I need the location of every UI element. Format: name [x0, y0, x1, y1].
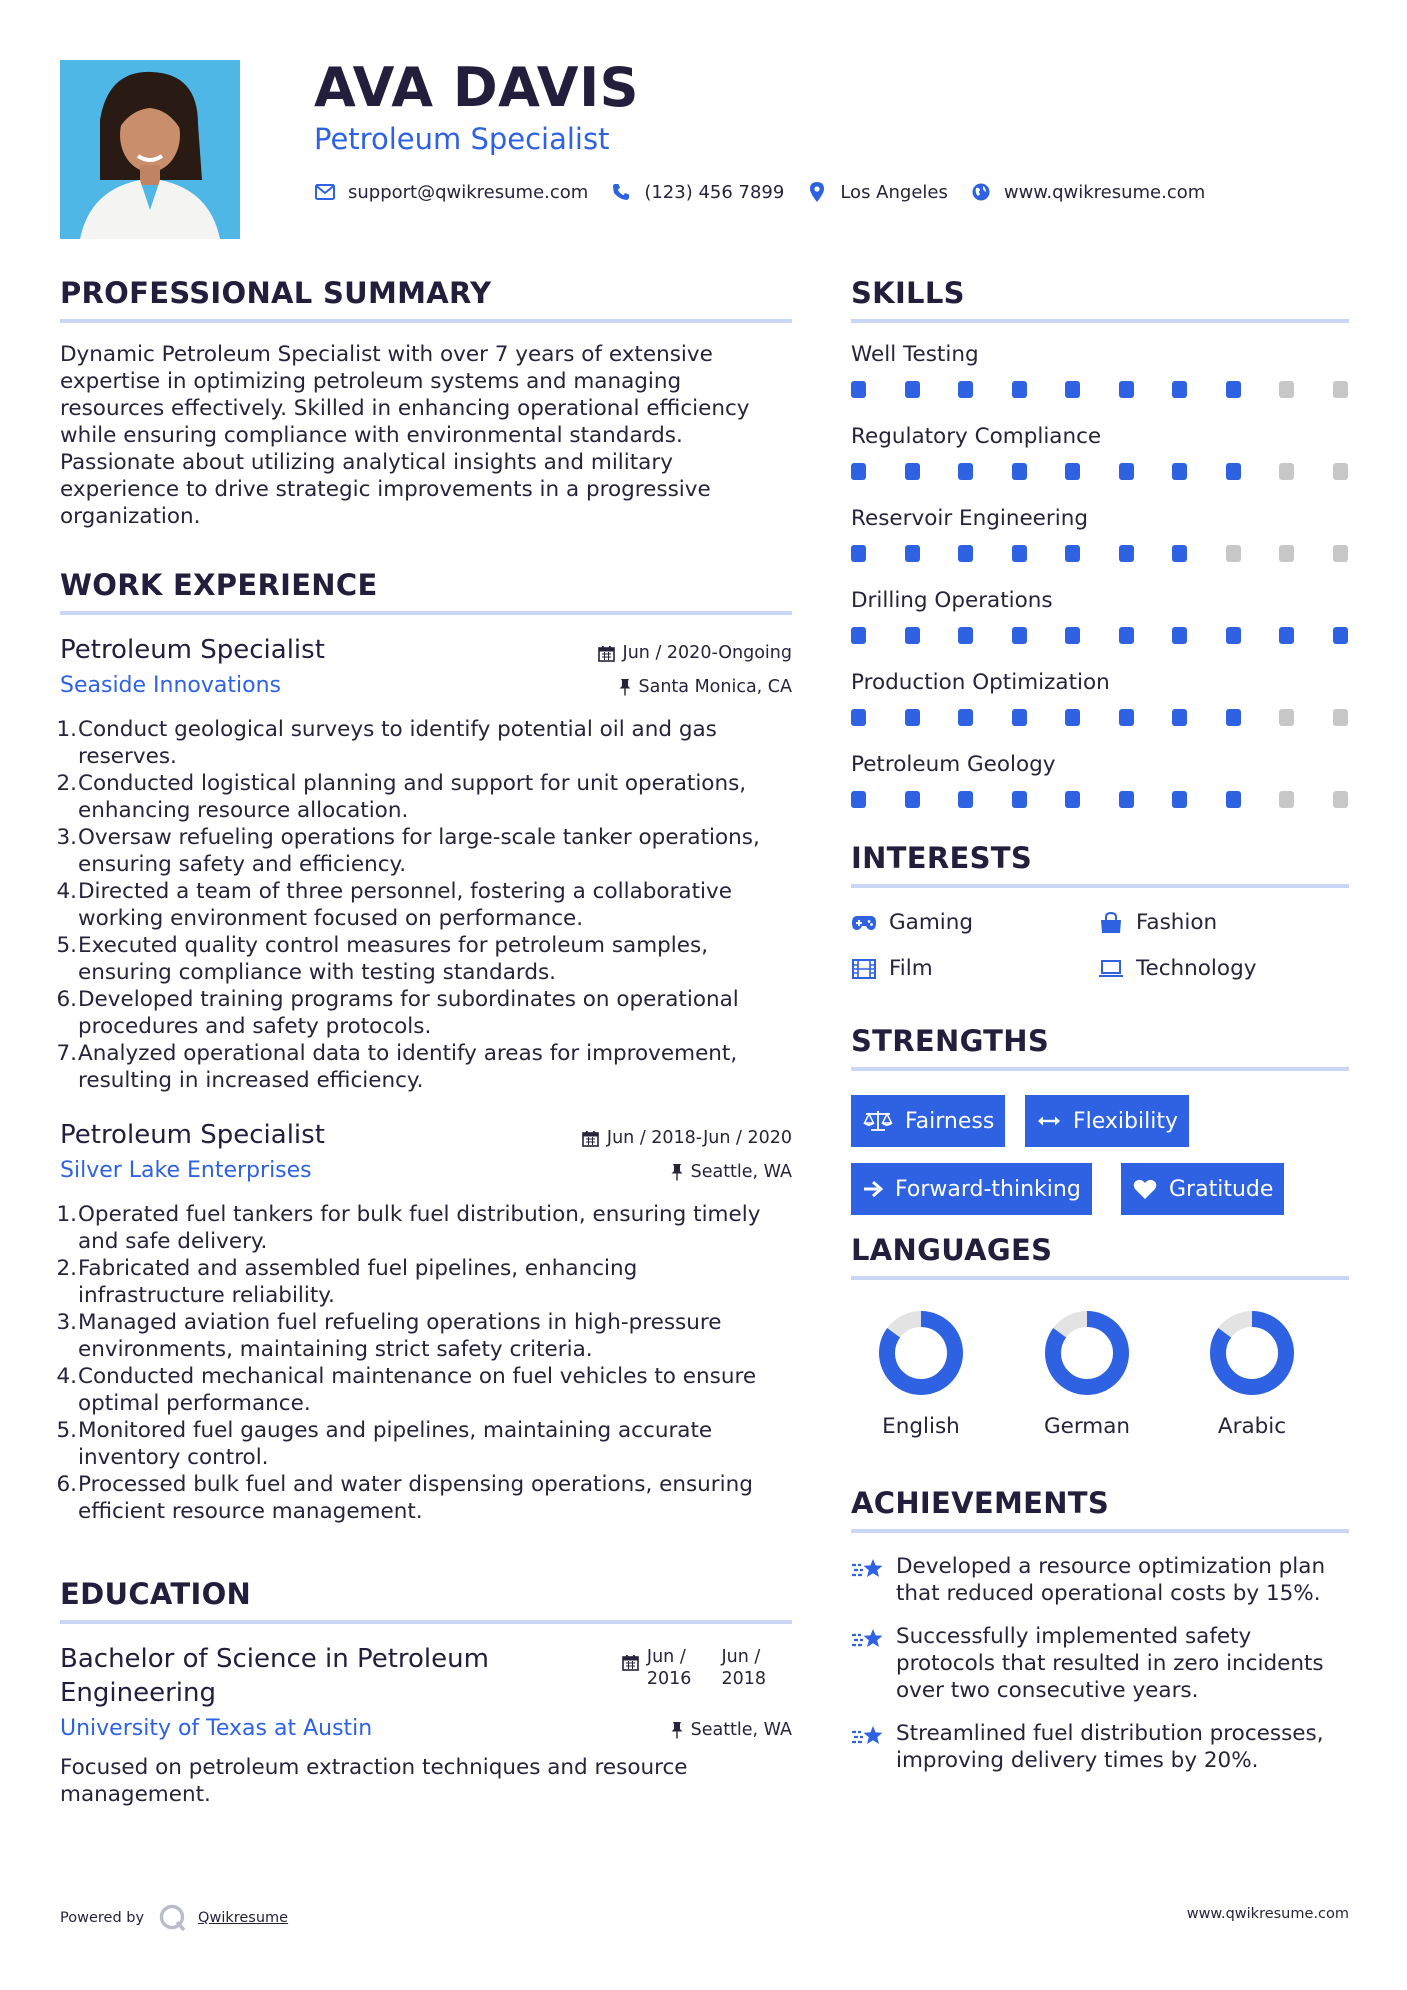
skill-level-dots: [851, 545, 1349, 563]
skill-dot-filled: [958, 627, 973, 644]
language-item: [1182, 1310, 1322, 1439]
summary-text: [60, 341, 792, 530]
skill-dot-empty: [1279, 381, 1294, 398]
job-location: [671, 1162, 792, 1182]
education-end: Jun / 2018: [721, 1647, 766, 1689]
strengths-tags: [851, 1095, 1349, 1217]
phone-text: (123) 456 7899: [644, 181, 785, 203]
job-entry: [56, 1120, 792, 1525]
skill-dot-empty: [1333, 545, 1348, 562]
skill-dot-filled: [905, 381, 920, 398]
skill-dot-filled: [958, 791, 973, 808]
education-description: Focused on petroleum extraction techniques and resource management.: [60, 1755, 688, 1807]
summary-line: experience to drive strategic improvements in a progressive: [60, 477, 711, 502]
list-item: 6. Processed bulk fuel and water dispensing operations, ensuring efficient resource management.: [56, 1472, 753, 1524]
strength-tag: Fairness: [851, 1095, 1005, 1147]
skill-dot-empty: [1279, 545, 1294, 562]
candidate-role: Petroleum Specialist: [314, 122, 610, 156]
section-title-achievements: ACHIEVEMENTS: [851, 1486, 1110, 1520]
interests-section: [851, 841, 1349, 1002]
job-title: Petroleum Specialist: [60, 1120, 325, 1150]
skills-list: [851, 341, 1349, 809]
achievements-section: [851, 1486, 1349, 1774]
education-start: Jun / 2016: [646, 1647, 692, 1689]
section-divider: [851, 319, 1349, 323]
pushpin-icon: [671, 1163, 683, 1181]
section-divider: [60, 319, 792, 323]
contact-email[interactable]: [314, 181, 588, 203]
section-title-interests: INTERESTS: [851, 841, 1033, 875]
envelope-icon: [314, 181, 336, 203]
company-name: Silver Lake Enterprises: [60, 1158, 312, 1183]
section-divider: [851, 1529, 1349, 1533]
strength-tag: Gratitude: [1121, 1163, 1284, 1215]
skill-dot-filled: [1119, 791, 1134, 808]
skill-dot-filled: [1226, 791, 1241, 808]
skill-item: [851, 505, 1349, 563]
job-title: Petroleum Specialist: [60, 635, 325, 665]
job-location-text: Santa Monica, CA: [638, 677, 792, 697]
phone-icon: [610, 181, 632, 203]
languages-section: [851, 1233, 1349, 1460]
summary-line: resources effectively. Skilled in enhancing operational efficiency: [60, 396, 750, 421]
job-date: [598, 643, 792, 663]
arrow-right-icon: [863, 1180, 883, 1198]
job-date-text: Jun / 2018-Jun / 2020: [606, 1128, 792, 1148]
skill-dot-filled: [1226, 709, 1241, 726]
job-entry: [56, 635, 792, 1094]
skill-dot-filled: [851, 545, 866, 562]
section-divider: [851, 884, 1349, 888]
duty-list: [56, 716, 792, 1094]
film-icon: [851, 958, 877, 980]
interest-item: Film: [851, 956, 933, 981]
company-name: Seaside Innovations: [60, 673, 281, 698]
school-location: Seattle, WA: [671, 1720, 792, 1740]
skill-level-dots: [851, 463, 1349, 481]
list-item: 7. Analyzed operational data to identify areas for improvement, resulting in increased efficiency.: [56, 1041, 738, 1093]
calendar-icon: [598, 645, 615, 662]
skill-level-dots: [851, 627, 1349, 645]
skill-dot-empty: [1279, 791, 1294, 808]
calendar-icon: [622, 1654, 639, 1677]
summary-line: organization.: [60, 504, 201, 529]
school-name: University of Texas at Austin: [60, 1716, 373, 1741]
footer-brand-link[interactable]: Qwikresume: [198, 1910, 289, 1926]
right-column: [851, 276, 1349, 1790]
skill-item: [851, 587, 1349, 645]
summary-line: while ensuring compliance with environmental standards.: [60, 423, 683, 448]
skill-item: [851, 423, 1349, 481]
skill-dot-filled: [1172, 627, 1187, 644]
globe-icon: [970, 181, 992, 203]
candidate-name: AVA DAVIS: [314, 56, 640, 119]
strength-tag: Forward-thinking: [851, 1163, 1092, 1215]
skill-name: Reservoir Engineering: [851, 506, 1088, 531]
job-location-text: Seattle, WA: [690, 1162, 792, 1182]
skill-dot-filled: [905, 709, 920, 726]
skill-dot-empty: [1333, 791, 1348, 808]
skill-dot-filled: [1172, 463, 1187, 480]
skill-name: Petroleum Geology: [851, 752, 1056, 777]
language-name: German: [1043, 1414, 1131, 1439]
job-location: [619, 677, 793, 697]
list-item: 6. Developed training programs for subordinates on operational procedures and safety protocols.: [56, 987, 739, 1039]
skill-dot-filled: [851, 463, 866, 480]
gamepad-icon: [851, 912, 877, 934]
degree-title: Bachelor of Science in Petroleum Engineering: [60, 1644, 489, 1708]
skill-level-dots: [851, 709, 1349, 727]
skill-dot-filled: [958, 709, 973, 726]
interest-item: Fashion: [1098, 910, 1217, 935]
list-item: 1. Operated fuel tankers for bulk fuel distribution, ensuring timely and safe delivery.: [56, 1202, 761, 1254]
skill-dot-filled: [1226, 381, 1241, 398]
language-level-donut: [1044, 1310, 1130, 1396]
section-title-summary: PROFESSIONAL SUMMARY: [60, 276, 492, 310]
skill-dot-filled: [1119, 545, 1134, 562]
summary-line: Dynamic Petroleum Specialist with over 7 years of extensive: [60, 342, 713, 367]
skill-name: Production Optimization: [851, 670, 1110, 695]
language-item: [851, 1310, 991, 1439]
interest-item: Gaming: [851, 910, 973, 935]
skill-dot-filled: [1333, 627, 1348, 644]
skills-section: [851, 276, 1349, 809]
skill-dot-filled: [1012, 627, 1027, 644]
strength-tag: Flexibility: [1025, 1095, 1189, 1147]
skill-dot-filled: [1012, 463, 1027, 480]
skill-dot-filled: [1065, 463, 1080, 480]
skill-item: [851, 341, 1349, 399]
summary-section: [60, 276, 792, 530]
skill-dot-filled: [1172, 545, 1187, 562]
skill-dot-filled: [1065, 545, 1080, 562]
list-item: 3. Managed aviation fuel refueling operations in high-pressure environments, maintaining strict safety criteria.: [56, 1310, 722, 1362]
skill-dot-filled: [1012, 791, 1027, 808]
pushpin-icon: [671, 1721, 683, 1739]
heart-icon: [1133, 1179, 1157, 1200]
education-section: [60, 1577, 792, 1808]
skill-dot-filled: [1012, 709, 1027, 726]
laptop-icon: [1098, 958, 1124, 980]
list-item: 5. Monitored fuel gauges and pipelines, maintaining accurate inventory control.: [56, 1418, 713, 1470]
skill-dot-empty: [1279, 709, 1294, 726]
skill-dot-empty: [1279, 463, 1294, 480]
language-item: [1017, 1310, 1157, 1439]
skill-name: Drilling Operations: [851, 588, 1053, 613]
skill-dot-filled: [851, 627, 866, 644]
duty-list: [56, 1201, 792, 1525]
interests-list: [851, 910, 1349, 1002]
skill-dot-filled: [1065, 627, 1080, 644]
shooting-star-icon: [851, 1627, 885, 1660]
section-divider: [851, 1067, 1349, 1071]
section-title-skills: SKILLS: [851, 276, 965, 310]
skill-dot-filled: [1065, 791, 1080, 808]
education-dates: [622, 1646, 792, 1690]
contact-bar: [314, 179, 1227, 205]
section-divider: [60, 1620, 792, 1624]
language-name: English: [882, 1414, 960, 1439]
skill-level-dots: [851, 791, 1349, 809]
skill-dot-filled: [851, 791, 866, 808]
website-text: www.qwikresume.com: [1003, 181, 1206, 203]
list-item: 5. Executed quality control measures for petroleum samples, ensuring compliance with testing standards.: [56, 933, 709, 985]
skill-name: Well Testing: [851, 342, 979, 367]
skill-dot-filled: [1226, 463, 1241, 480]
list-item: 4. Directed a team of three personnel, fostering a collaborative working environment focused on performance.: [56, 879, 732, 931]
skill-dot-filled: [1279, 627, 1294, 644]
section-title-strengths: STRENGTHS: [851, 1024, 1050, 1058]
skill-dot-filled: [1119, 709, 1134, 726]
skill-item: [851, 751, 1349, 809]
skill-dot-filled: [905, 463, 920, 480]
calendar-icon: [582, 1130, 599, 1147]
skill-dot-filled: [1119, 463, 1134, 480]
left-column: [56, 276, 792, 1808]
job-date-text: Jun / 2020-Ongoing: [622, 643, 792, 663]
skill-dot-filled: [1012, 545, 1027, 562]
section-title-languages: LANGUAGES: [851, 1233, 1053, 1267]
skill-dot-filled: [905, 627, 920, 644]
skill-dot-filled: [958, 381, 973, 398]
profile-photo: [60, 60, 240, 239]
language-level-donut: [878, 1310, 964, 1396]
skill-dot-filled: [1065, 381, 1080, 398]
pushpin-icon: [619, 678, 631, 696]
language-name: Arabic: [1217, 1414, 1287, 1439]
contact-website[interactable]: [970, 181, 1205, 203]
balance-scale-icon: [863, 1109, 893, 1133]
footer-powered-by: Powered by Qwikresume: [60, 1903, 288, 1933]
section-divider: [60, 611, 792, 615]
job-date: [582, 1128, 792, 1148]
skill-dot-filled: [905, 545, 920, 562]
contact-location: [806, 181, 948, 203]
skill-dot-empty: [1333, 463, 1348, 480]
skill-dot-filled: [1065, 709, 1080, 726]
map-marker-icon: [806, 181, 828, 203]
shooting-star-icon: [851, 1557, 885, 1590]
summary-line: Passionate about utilizing analytical insights and military: [60, 450, 673, 475]
skill-dot-filled: [958, 545, 973, 562]
achievement-item: Streamlined fuel distribution processes, improving delivery times by 20%.: [851, 1720, 1349, 1774]
skill-dot-filled: [851, 381, 866, 398]
languages-list: [851, 1310, 1349, 1460]
shopping-bag-icon: [1098, 912, 1124, 934]
location-text: Los Angeles: [840, 181, 948, 203]
skill-level-dots: [851, 381, 1349, 399]
list-item: 1. Conduct geological surveys to identify potential oil and gas reserves.: [56, 717, 717, 769]
skill-dot-filled: [1172, 791, 1187, 808]
list-item: 2. Fabricated and assembled fuel pipelines, enhancing infrastructure reliability.: [56, 1256, 638, 1308]
skill-item: [851, 669, 1349, 727]
skill-dot-filled: [851, 709, 866, 726]
language-level-donut: [1209, 1310, 1295, 1396]
strengths-section: [851, 1024, 1349, 1217]
skill-dot-filled: [958, 463, 973, 480]
skill-dot-filled: [1119, 381, 1134, 398]
skill-name: Regulatory Compliance: [851, 424, 1102, 449]
qwikresume-logo-icon: [158, 1903, 188, 1933]
arrows-horizontal-icon: [1037, 1114, 1061, 1128]
summary-line: expertise in optimizing petroleum systems and managing: [60, 369, 682, 394]
achievement-item: Successfully implemented safety protocols that resulted in zero incidents over two consecutive years.: [851, 1623, 1349, 1704]
skill-dot-empty: [1333, 709, 1348, 726]
achievement-item: Developed a resource optimization plan that reduced operational costs by 15%.: [851, 1553, 1349, 1607]
list-item: 3. Oversaw refueling operations for large-scale tanker operations, ensuring safety and efficiency.: [56, 825, 760, 877]
list-item: 4. Conducted mechanical maintenance on fuel vehicles to ensure optimal performance.: [56, 1364, 757, 1416]
footer-website[interactable]: www.qwikresume.com: [1186, 1906, 1349, 1922]
shooting-star-icon: [851, 1724, 885, 1757]
skill-dot-filled: [1172, 381, 1187, 398]
section-divider: [851, 1276, 1349, 1280]
email-text: support@qwikresume.com: [348, 181, 589, 203]
skill-dot-filled: [1226, 627, 1241, 644]
work-section: [56, 568, 792, 1525]
section-title-education: EDUCATION: [60, 1577, 252, 1611]
skill-dot-filled: [905, 791, 920, 808]
interest-item: Technology: [1098, 956, 1256, 981]
skill-dot-filled: [1119, 627, 1134, 644]
contact-phone[interactable]: [610, 181, 784, 203]
skill-dot-filled: [1172, 709, 1187, 726]
section-title-work: WORK EXPERIENCE: [60, 568, 378, 602]
achievements-list: [851, 1553, 1349, 1774]
skill-dot-empty: [1226, 545, 1241, 562]
list-item: 2. Conducted logistical planning and support for unit operations, enhancing resource allocation.: [56, 771, 747, 823]
skill-dot-empty: [1333, 381, 1348, 398]
skill-dot-filled: [1012, 381, 1027, 398]
